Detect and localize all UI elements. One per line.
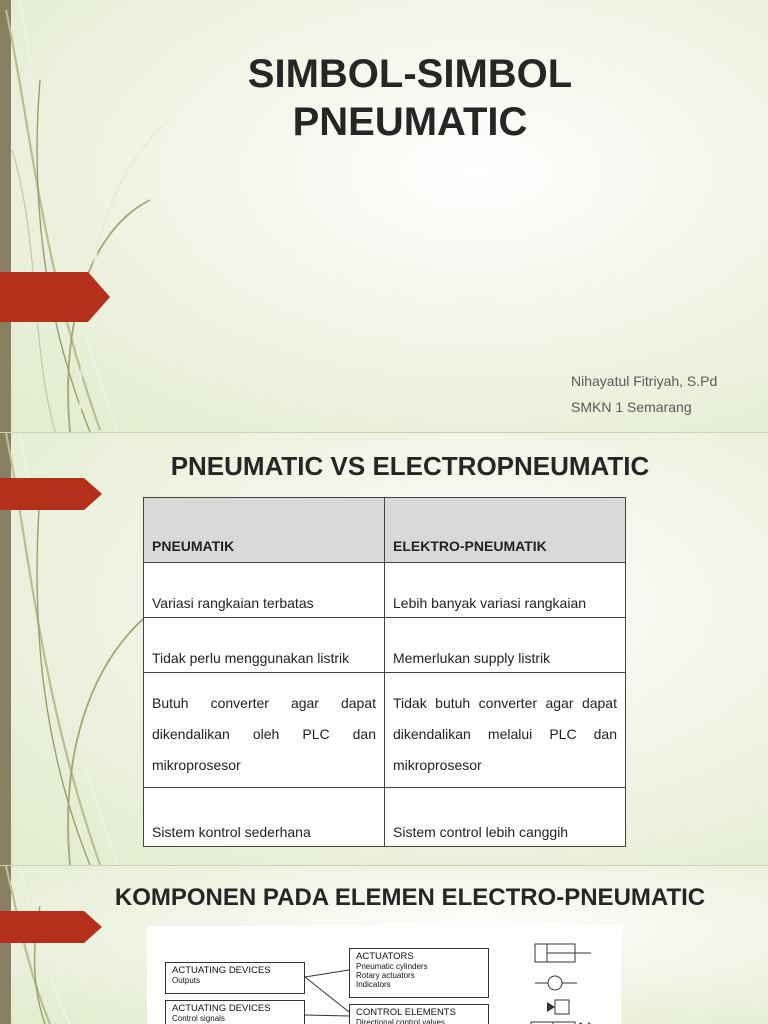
table-header-cell: PNEUMATIK	[144, 498, 385, 563]
table-row	[144, 563, 626, 618]
table-cell: Tidak perlu menggunakan listrik	[144, 618, 385, 673]
slide-title: SIMBOL-SIMBOL PNEUMATIC	[247, 52, 573, 144]
table-header-row	[144, 498, 626, 563]
actuating-devices-outputs-box: ACTUATING DEVICES Outputs	[165, 962, 305, 994]
title-slide	[0, 0, 768, 432]
accent-tab-arrow	[0, 272, 110, 322]
table-cell: Memerlukan supply listrik	[385, 618, 626, 673]
table-cell: Lebih banyak variasi rangkaian	[385, 563, 626, 618]
slide-title: PNEUMATIC VS ELECTROPNEUMATIC	[170, 451, 650, 481]
table-row	[144, 788, 626, 847]
component-diagram	[147, 926, 621, 1024]
components-slide	[0, 866, 768, 1024]
table-cell: Sistem kontrol sederhana	[144, 788, 385, 847]
accent-tab-arrow	[0, 478, 102, 510]
table-cell: Tidak butuh converter agar dapat dikendalikan melalui PLC dan mikroprosesor	[385, 673, 626, 788]
actuators-box: ACTUATORS Pneumatic cylinders Rotary actuators Indicators	[349, 948, 489, 998]
table-cell: Sistem control lebih canggih	[385, 788, 626, 847]
table-row	[144, 618, 626, 673]
table-row	[144, 673, 626, 788]
actuating-devices-control-box: ACTUATING DEVICES Control signals	[165, 1000, 305, 1024]
table-header-cell: ELEKTRO-PNEUMATIK	[385, 498, 626, 563]
comparison-table	[143, 497, 626, 847]
table-cell: Variasi rangkaian terbatas	[144, 563, 385, 618]
accent-tab-arrow	[0, 911, 102, 943]
school-name: SMKN 1 Semarang	[571, 399, 692, 415]
author-name: Nihayatul Fitriyah, S.Pd	[571, 373, 718, 389]
comparison-slide	[0, 433, 768, 865]
slide-title: KOMPONEN PADA ELEMEN ELECTRO-PNEUMATIC	[114, 884, 706, 911]
table-cell: Butuh converter agar dapat dikendalikan oleh PLC dan mikroprosesor	[144, 673, 385, 788]
control-elements-box: CONTROL ELEMENTS Directional control valves	[349, 1004, 489, 1024]
